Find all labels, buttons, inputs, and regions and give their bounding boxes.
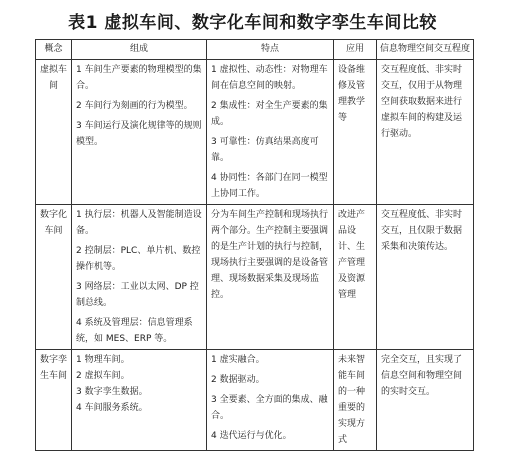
composition-cell	[72, 205, 207, 350]
feature-item: 1 虚拟性、动态性：对物理车间在信息空间的映射。	[211, 65, 328, 91]
composition-item: 1 车间生产要素的物理模型的集合。	[76, 65, 202, 91]
feature-item: 分为车间生产控制和现场执行两个部分。生产控制主要强调的是生产计划的执行与控制，现场执行主要强调的是设备管理、现场数据采集及现场监控。	[211, 210, 329, 300]
table-row	[36, 205, 474, 350]
application-cell: 改进产品设计、生产管理及资源管理	[334, 205, 377, 350]
feature-item: 4 协同性：各部门在同一模型上协同工作。	[211, 173, 328, 199]
feature-item: 2 数据驱动。	[211, 375, 265, 385]
table-row	[36, 350, 474, 451]
feature-item: 3 可靠性：仿真结果高度可靠。	[211, 137, 319, 163]
features-cell	[207, 60, 334, 205]
composition-item: 4 车间服务系统。	[76, 403, 148, 413]
header-interaction: 信息物理空间交互程度	[377, 40, 474, 60]
interaction-cell: 交互程度低、非实时交互，且仅限于数据采集和决策传达。	[377, 205, 474, 350]
application-cell: 设备维修及管理教学等	[334, 60, 377, 205]
feature-item: 4 迭代运行与优化。	[211, 431, 292, 441]
interaction-cell: 完全交互，且实现了信息空间和物理空间的实时交互。	[377, 350, 474, 451]
composition-item: 2 控制层：PLC、单片机、数控操作机等。	[76, 246, 201, 272]
concept-cell: 数字化车间	[36, 205, 72, 350]
header-features: 特点	[207, 40, 334, 60]
header-concept: 概念	[36, 40, 72, 60]
composition-item: 3 网络层：工业以太网、DP 控制总线。	[76, 282, 199, 308]
features-cell	[207, 350, 334, 451]
header-application: 应用	[334, 40, 377, 60]
composition-item: 4 系统及管理层：信息管理系统，如 MES、ERP 等。	[76, 318, 193, 344]
composition-item: 1 物理车间。	[76, 355, 130, 365]
interaction-cell: 交互程度低、非实时交互，仅用于从物理空间获取数据来进行虚拟车间的构建及运行驱动。	[377, 60, 474, 205]
feature-item: 2 集成性：对全生产要素的集成。	[211, 101, 328, 127]
composition-cell	[72, 350, 207, 451]
composition-item: 3 数字孪生数据。	[76, 387, 148, 397]
concept-cell: 数字孪生车间	[36, 350, 72, 451]
table-header-row	[36, 40, 474, 60]
table-row	[36, 60, 474, 205]
concept-cell: 虚拟车间	[36, 60, 72, 205]
feature-item: 3 全要素、全方面的集成、融合。	[211, 395, 328, 421]
composition-item: 2 虚拟车间。	[76, 371, 130, 381]
composition-cell	[72, 60, 207, 205]
composition-item: 1 执行层：机器人及智能制造设备。	[76, 210, 202, 236]
feature-item: 1 虚实融合。	[211, 355, 265, 365]
composition-item: 2 车间行为刻画的行为模型。	[76, 101, 193, 111]
table-title: 表1 虚拟车间、数字化车间和数字孪生车间比较	[68, 13, 437, 33]
comparison-table	[35, 39, 474, 451]
composition-item: 3 车间运行及演化规律等的规则模型。	[76, 121, 202, 147]
features-cell	[207, 205, 334, 350]
application-cell: 未来智能车间的一种重要的实现方式	[334, 350, 377, 451]
header-composition: 组成	[72, 40, 207, 60]
